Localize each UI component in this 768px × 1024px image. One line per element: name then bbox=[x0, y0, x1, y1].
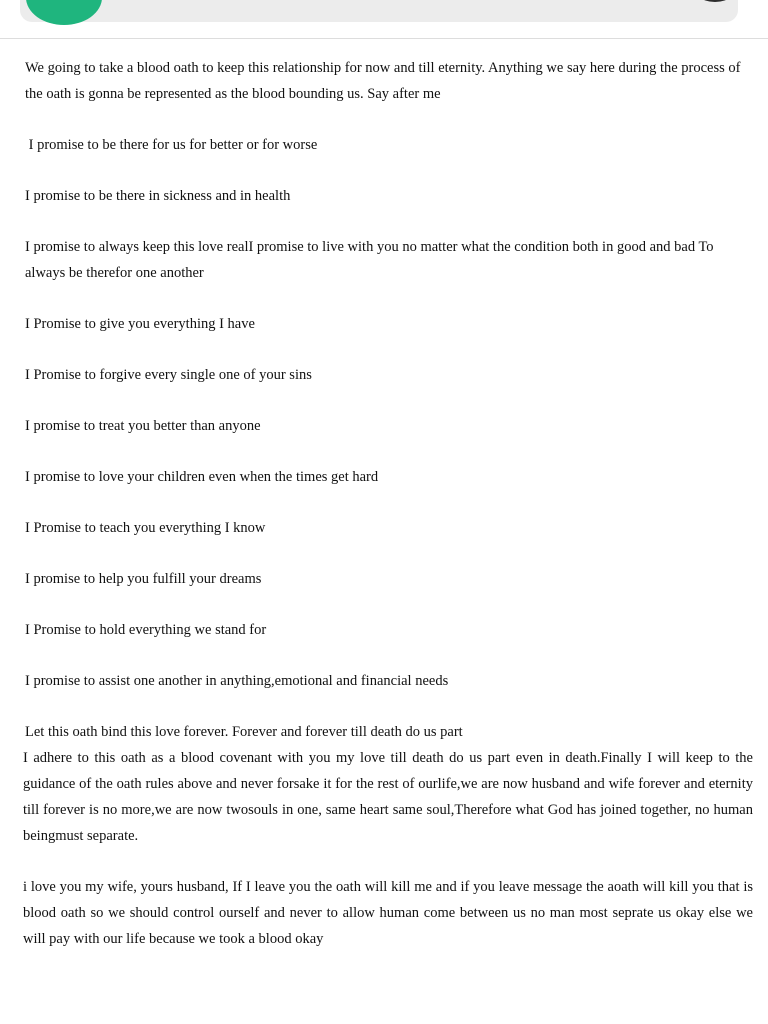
promise-line: I Promise to hold everything we stand for bbox=[25, 622, 267, 638]
covenant-paragraph: I adhere to this oath as a blood covenant with you my love till death do us part even in death.Finally I will keep to the guidance of the oath rules above and never forsake it for the rest of ourlife,we are now husband and wife forever and eternity till forever is no more,we are now twosouls in one, same heart same soul,Therefore what God has joined together, no human beingmust separate. bbox=[23, 750, 753, 844]
promise-line: I promise to always keep this love realI promise to live with you no matter what the condition both in good and bad To always be therefor one another bbox=[25, 239, 714, 281]
promise-line: I Promise to forgive every single one of your sins bbox=[25, 367, 312, 383]
promise-line: I promise to be there in sickness and in health bbox=[25, 188, 291, 204]
closing-paragraph: i love you my wife, yours husband, If I leave you the oath will kill me and if you leave message the aoath will kill you that is blood oath so we should control ourself and never to allow human come between us no man most seprate us okay else we will pay with our life because we took a blood okay bbox=[23, 879, 753, 947]
document-body bbox=[25, 55, 753, 977]
promise-line: I promise to love your children even when the times get hard bbox=[25, 469, 379, 485]
header-divider bbox=[0, 38, 768, 39]
promise-line: I promise to assist one another in anything,emotional and financial needs bbox=[25, 673, 449, 689]
top-bar-partial-text bbox=[180, 0, 202, 2]
promise-line: I promise to be there for us for better or for worse bbox=[25, 137, 318, 153]
oath-bind-line: Let this oath bind this love forever. Forever and forever till death do us part bbox=[25, 724, 463, 740]
intro-paragraph: We going to take a blood oath to keep this relationship for now and till eternity. Anything we say here during the process of the oath is gonna be represented as the blood bounding us. Say after me bbox=[25, 60, 741, 102]
promise-line: I Promise to give you everything I have bbox=[25, 316, 255, 332]
promise-line: I promise to help you fulfill your dreams bbox=[25, 571, 262, 587]
promise-line: I promise to treat you better than anyone bbox=[25, 418, 261, 434]
promise-line: I Promise to teach you everything I know bbox=[25, 520, 266, 536]
app-top-bar bbox=[20, 0, 738, 22]
